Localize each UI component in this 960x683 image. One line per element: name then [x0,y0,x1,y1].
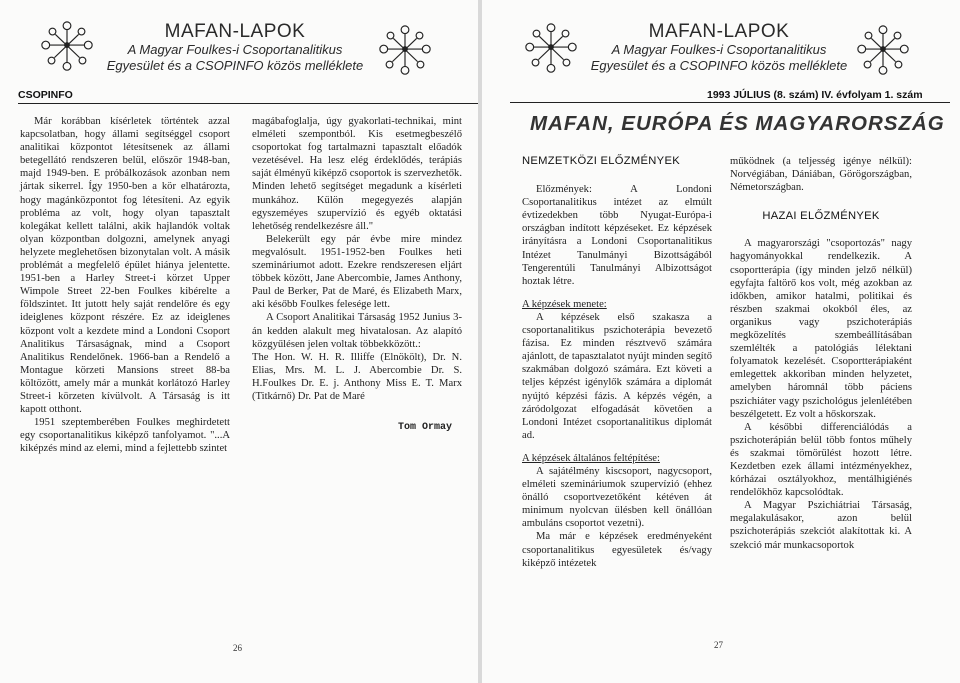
masthead-subtitle: A Magyar Foulkes-i Csoportanalitikus [611,42,827,57]
masthead [584,22,854,74]
paragraph: Ma már e képzések eredményeként csoportanalitikus egyesületek és/vagy kiképző intézetek [522,531,712,569]
paragraph: The Hon. W. H. R. Illiffe (Elnökölt), Dr. N. Elias, Mrs. M. L. J. Abercombie Dr. S. H.Foulkes Dr. E. j. Anthony Miss E. T. Marx (Titkárnő) Dr. Pat de Maré [252,351,462,402]
paragraph: A későbbi differenciálódás a pszichoterápián belül több fontos műhely és szakmai tömörülést hozott létre. Kezdetben ezek állami intézményekhez, kórházai osztályokhoz, mentálhigiénés rendelőkhöz kapcsolódtak. [730,421,912,499]
right-page [482,0,960,683]
page-number: 27 [714,640,723,650]
paragraph: Belekerült egy pár évbe mire mindez megvalósult. 1951-1952-ben Foulkes heti szemináriumot adott. Ezekre rendszeresen eljárt többek között, Jane Abercombie, James Anthony, Paul de Berker, Pat de Maré, és Elizabeth Marx, aki később Foulkes felesége lett. [252,233,462,311]
page-number: 26 [233,643,242,653]
subheading: A képzések menete: [522,298,607,310]
group-logo-icon [376,22,434,80]
header-rule [510,102,950,103]
paragraph: A Magyar Pszichiátriai Társaság, megalakulásakor, azon belül pszichoterápiás szekciót alakítottak ki. A szekció már munkacsoportok [730,500,912,551]
paragraph: A Csoport Analitikai Társaság 1952 Junius 3-án kedden alakult meg hivatalosan. Az alapító közgyűlésen jelen voltak többekközött.: [252,312,462,350]
masthead-subtitle: Egyesület és a CSOPINFO közös melléklete [590,58,848,73]
paragraph: A sajátélmény kiscsoport, nagycsoport, elméleti szemináriumok szupervízió (ehhez önálló csoportvezetőként kétéven át minimum nyolcvan ülésben kell önállóan ambuláns csoportot vezetni). [522,465,712,530]
paragraph: Már korábban kísérletek történtek azzal kapcsolatban, hogy állami segítséggel csoport analitikai központot létesítsenek az állami betegellátó rendszeren belül, először 1948-ban, majd 1949-ben. E próbálkozások azonban nem jártak sikerrel. Így 1950-ben a kör elhatározta, hogy magánközpontot fog létesíteni. Az egyik probléma az volt, hogy olyan tapasztalt kolegákat kellett találni, akik hajlandók voltak olyan központban dolgozni, amelynek anyagi helyzete meglehetősen bizonytalan volt. A másik problémát a megfelelő épület hiánya jelentette. 1951-ben a Harley Street-i körzet Upper Wimpole Street 22-ben Foulkes kibérelte a földszintet. Itt jutott hely saját rendelőre és egy ideiglenes központ részére. Ez az ideiglenes központ volt a kezdete mind a Londoni Csoport Analitikus Társaságnak, mind a Csoport Analitikus Rendelőnek. 1966-ban a Rendelő a Montague körzeti Mansions street 88-ba költözött, amely már a munkát korlátozó Harley Street-i körzeten kívülvolt. A Társaság is itt kapott otthont. [20,116,230,416]
section-heading: NEMZETKÖZI ELŐZMÉNYEK [522,155,680,167]
masthead [100,22,370,74]
group-logo-icon [38,18,96,76]
paragraph: magábafoglalja, úgy gyakorlati-technikai, mint elméleti szempontból. Kis esetmegbeszélő csoportokat fog tartalmazni tapasztalt előadók vezetésével. Ha lesz elég érdeklődés, terápiás saját élményű kiképző csoportok is szervezhetők. Minden lehető segítséget megadunk a kísérleti munkához. Külön megegyezés alapján egyszeméyes szupervízió és egyéb oktatási lehetőség rendelkezésre áll." [252,116,462,232]
issue-line: 1993 JÚLIUS (8. szám) IV. évfolyam 1. szám [707,89,923,101]
section-tag: CSOPINFO [18,89,73,101]
masthead-subtitle: Egyesület és a CSOPINFO közös melléklete [106,58,364,73]
text-column [20,115,230,455]
masthead-title: MAFAN-LAPOK [164,21,306,42]
article-title: MAFAN, EURÓPA ÉS MAGYARORSZÁG [530,112,945,135]
paragraph: működnek (a teljesség igénye nélkül): Norvégiában, Dániában, Görögországban, Németországban. [730,156,912,194]
section-heading: HAZAI ELŐZMÉNYEK [762,210,880,223]
left-page [0,0,478,683]
text-column [522,155,712,570]
paragraph: 1951 szeptemberében Foulkes meghirdetett egy csoportanalitikus kiképző tanfolyamot. "...A kiképzés mind az elemi, mind a fejlettebb szintet [20,417,230,455]
paragraph: A képzések első szakasza a csoportanalitikus pszichoterápia bevezető fázisa. Ez minden résztvevő számára ajánlott, de tapasztalatot nyújt minden segítő szakmában dolgozó számára. Ezt követi a teljes képzést igénylők számára a diplomát nyújtó képzési fázis. A képzés végén, a záródolgozat elfogadását követően a Londoni Intézet csoportanalitikus diplomát ad. [522,311,712,441]
subheading: A képzések általános feltépítése: [522,452,660,464]
group-logo-icon [522,20,580,78]
paragraph: Előzmények: A Londoni Csoportanalitikus intézet az elmúlt évtizedekben több Nyugat-Európa-i országban indított képzéseket. Ez képzések irányításra a Londoni Csoportanalitikus Intézet Tanulmányi Bizottságából Tengerentúli Tanulmányi Albizottságot hoztak létre. [522,184,712,287]
masthead-title: MAFAN-LAPOK [648,21,790,42]
paragraph: A magyarországi "csoportozás" nagy hagyományokkal rendelkezik. A csoportterápia (így minden jelző nélkül) egyfajta faltörő kos volt, még azokban az időkben, amikor hatalmi, politikai és részben szakmai okokból éles, az organikus vagy pszichoterápiás megközelítés szembeállításában szemlélték a patológiás lélektani folyamatok kezelését. Csoportterápiaként emlegettek akkoriban minden helyzetet, amelyben háromnál több páciens pszichiáter vagy pszichológus jelenlétében beszélgetett. Ez volt a hőskorszak. [730,238,912,420]
text-column [252,115,462,434]
author-signature: Tom Ormay [397,422,452,434]
text-column [730,155,912,552]
masthead-subtitle: A Magyar Foulkes-i Csoportanalitikus [127,42,343,57]
header-rule [18,103,478,104]
group-logo-icon [854,22,912,80]
